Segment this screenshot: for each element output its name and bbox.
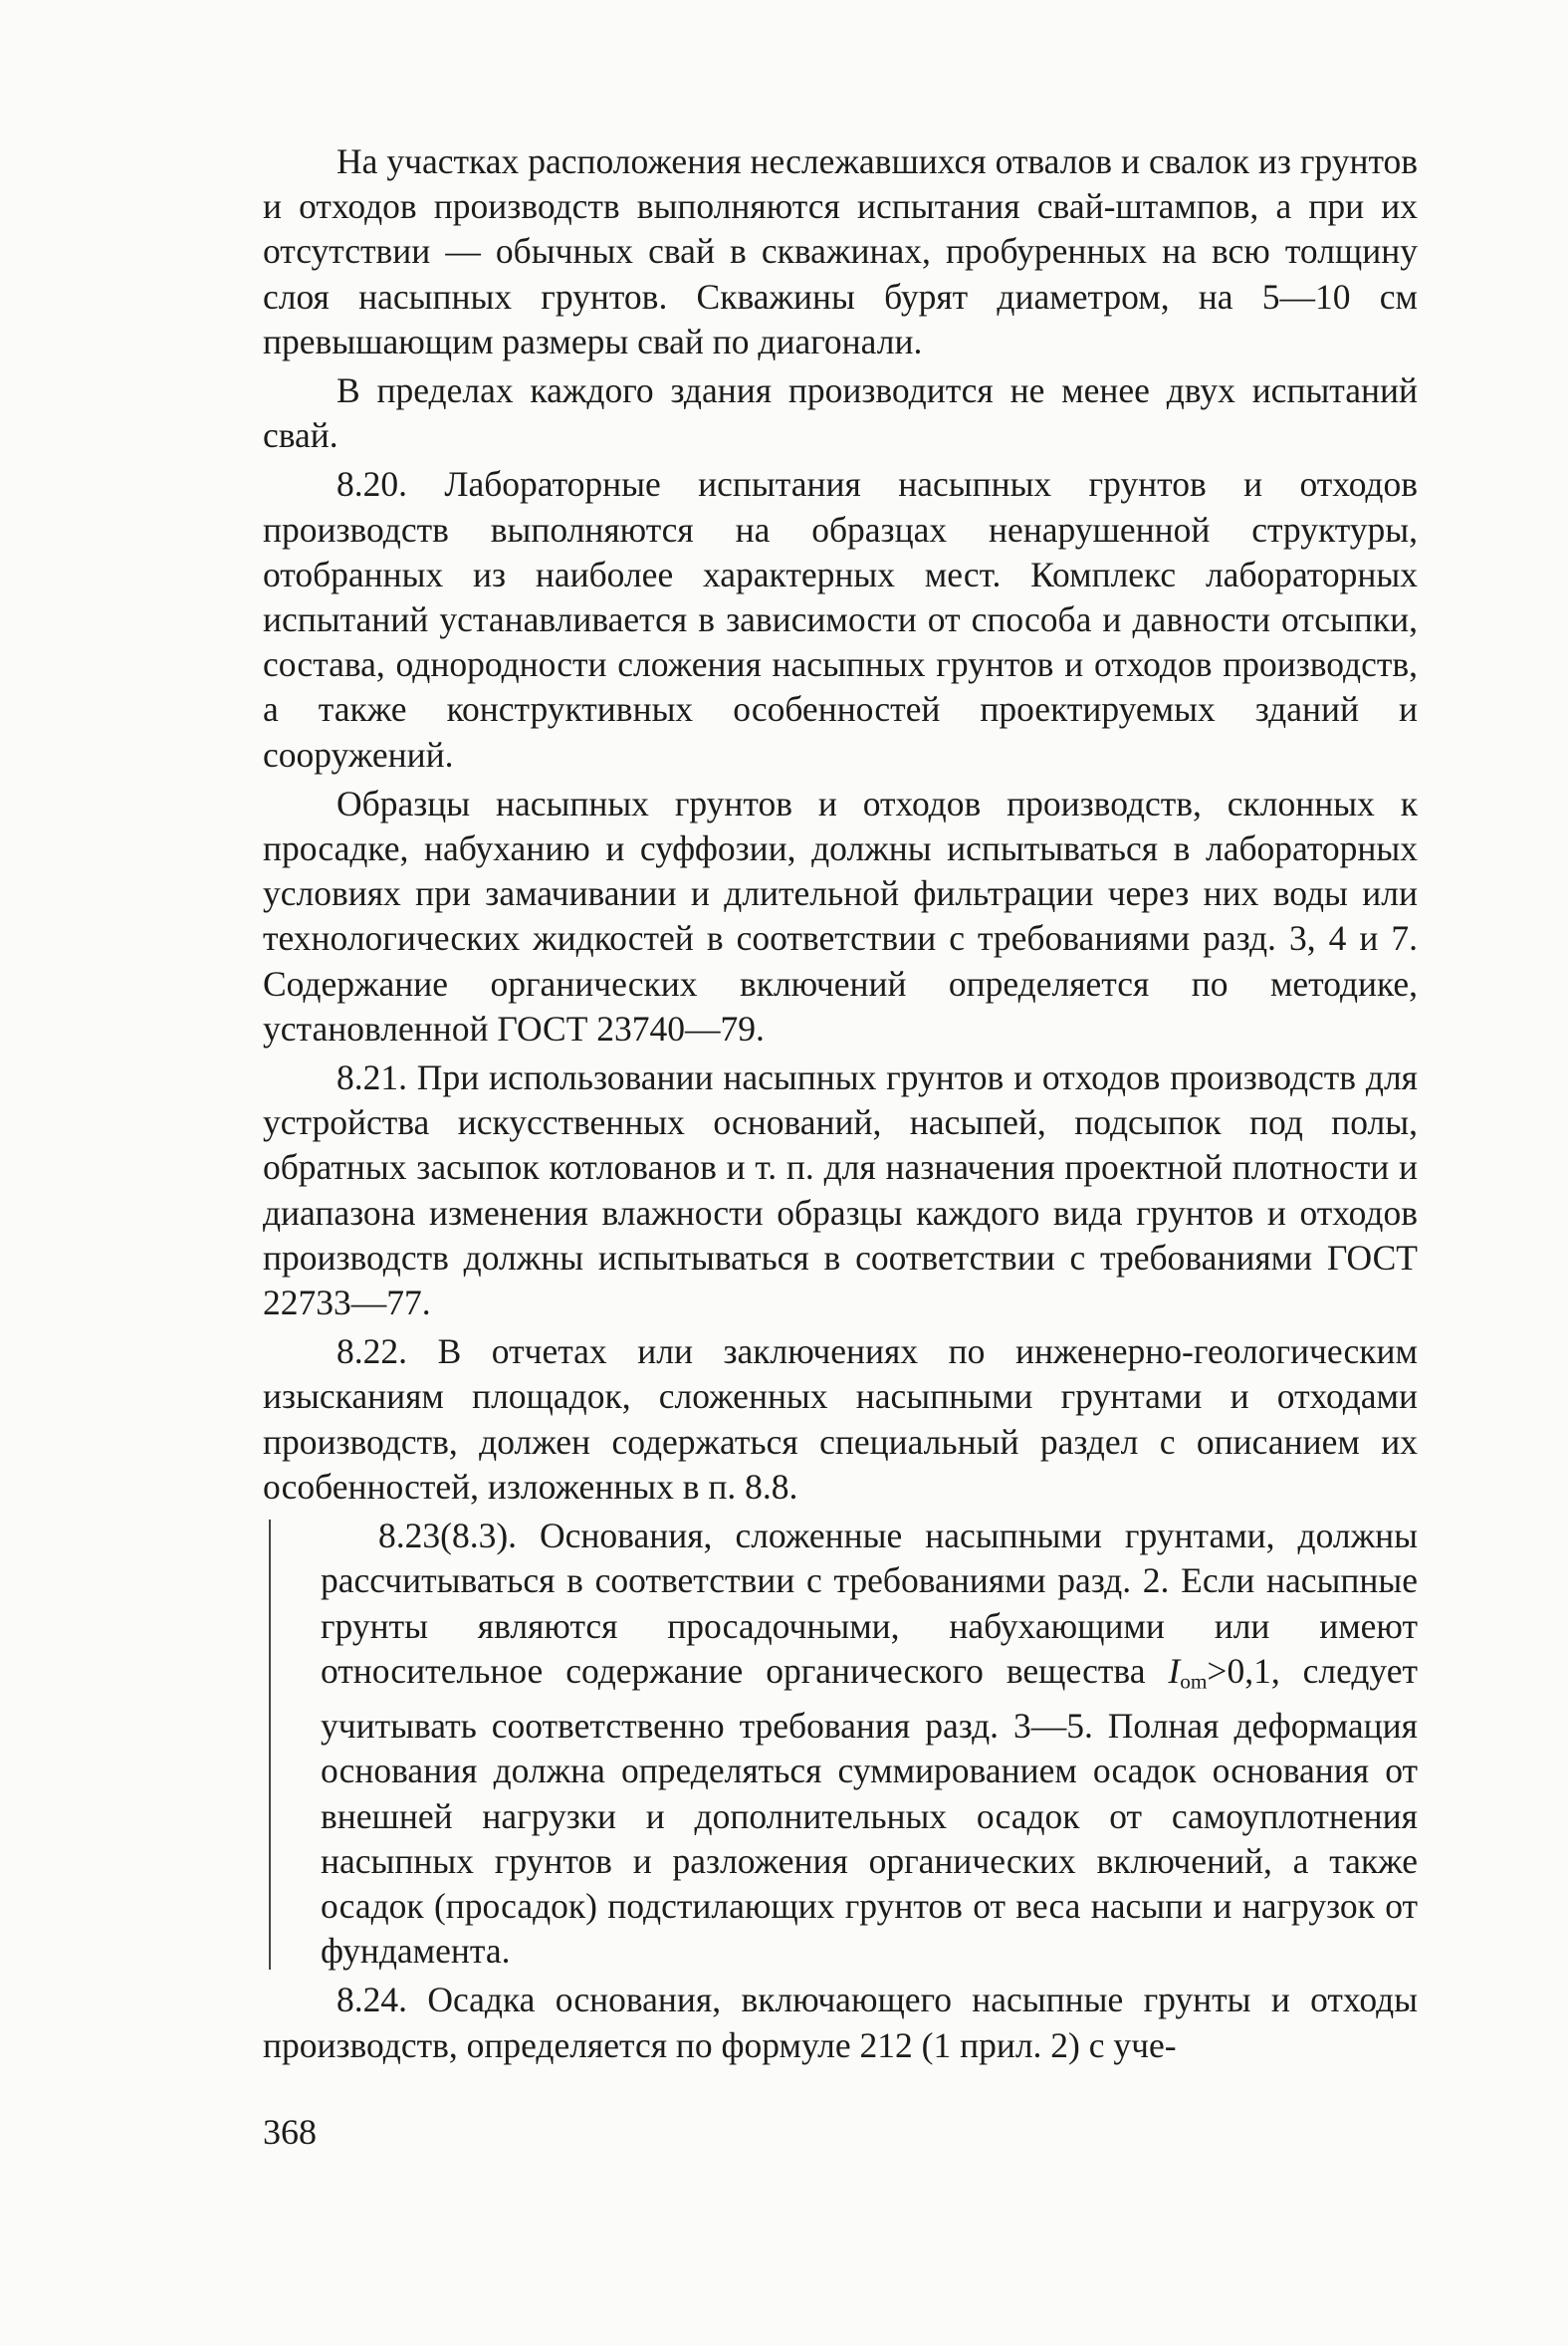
paragraph-8-23 [321, 1514, 1418, 1974]
symbol-subscript-om: om [1180, 1669, 1208, 1694]
clause-number-8-23: 8.23(8.3). [378, 1516, 518, 1556]
margin-change-bar [269, 1520, 271, 1970]
paragraph-8-22 [263, 1329, 1418, 1510]
clause-number-8-22: 8.22. [336, 1331, 407, 1372]
document-body [263, 139, 1418, 2072]
paragraph-samples: Образцы насыпных грунтов и отходов производств, склонных к просадке, набуханию и суффозии, должны испытываться в лабораторных условиях при замачивании и длительной фильтрации через них воды или технологических жидкостей в соответствии с требованиями разд. 3, 4 и 7. Содержание органических включений определяется по методике, установленной ГОСТ 23740—79. [263, 783, 1418, 1049]
clause-number-8-21: 8.21. [336, 1057, 407, 1098]
paragraph-test-count: В пределах каждого здания производится не менее двух испытаний свай. [263, 370, 1418, 456]
clause-text-8-24: Осадка основания, включающего насыпные грунты и отходы производств, определяется по формуле 212 (1 прил. 2) с уче- [263, 1980, 1418, 2065]
clause-number-8-20: 8.20. [336, 464, 407, 505]
paragraph-8-24 [263, 1978, 1418, 2067]
clause-text-8-21: При использовании насыпных грунтов и отходов производств для устройства искусственных оснований, насыпей, подсыпок под полы, обратных засыпок котлованов и т. п. для назначения проектной плотности и диапазона изменения влажности образцы каждого вида грунтов и отходов производств должны испытываться в соответствии с требованиями ГОСТ 22733—77. [263, 1057, 1418, 1323]
clause-text-8-20: Лабораторные испытания насыпных грунтов и отходов производств выполняются на образцах ненарушенной структуры, отобранных из наиболее характерных мест. Комплекс лабораторных испытаний устанавливается в зависимости от способа и давности отсыпки, состава, однородности сложения насыпных грунтов и отходов производств, а также конструктивных особенностей проектируемых зданий и сооружений. [263, 464, 1418, 775]
page-number: 368 [263, 2112, 317, 2152]
clause-number-8-24: 8.24. [336, 1980, 407, 2020]
clause-text-8-23-part1: Основания, сложенные насыпными грунтами, должны рассчитываться в соответствии с требованиями разд. 2. Если насыпные грунты являются просадочными, набухающими или имеют относительное содержание органического вещества [321, 1516, 1418, 1691]
paragraph-8-21 [263, 1056, 1418, 1325]
paragraph-8-20 [263, 462, 1418, 777]
symbol-i: I [1168, 1650, 1181, 1691]
paragraph-test-piles: На участках расположения неслежавшихся отвалов и свалок из грунтов и отходов производств выполняются испытания свай-штампов, а при их отсутствии — обычных свай в скважинах, пробуренных на всю толщину слоя насыпных грунтов. Скважины бурят диаметром, на 5—10 см превышающим размеры свай по диагонали. [263, 141, 1418, 361]
clause-text-8-22: В отчетах или заключениях по инженерно-геологическим изысканиям площадок, сложенных насыпными грунтами и отходами производств, должен содержаться специальный раздел с описанием их особенностей, изложенных в п. 8.8. [263, 1331, 1418, 1507]
marked-clause-block [321, 1514, 1418, 1974]
clause-text-8-23-part2: >0,1, следует учитывать соответственно требования разд. 3—5. Полная деформация основания должна определяться суммированием осадок основания от внешней нагрузки и дополнительных осадок от самоуплотнения насыпных грунтов и разложения органических включений, а также осадок (просадок) подстилающих грунтов от веса насыпи и нагрузок от фундамента. [321, 1650, 1418, 1972]
